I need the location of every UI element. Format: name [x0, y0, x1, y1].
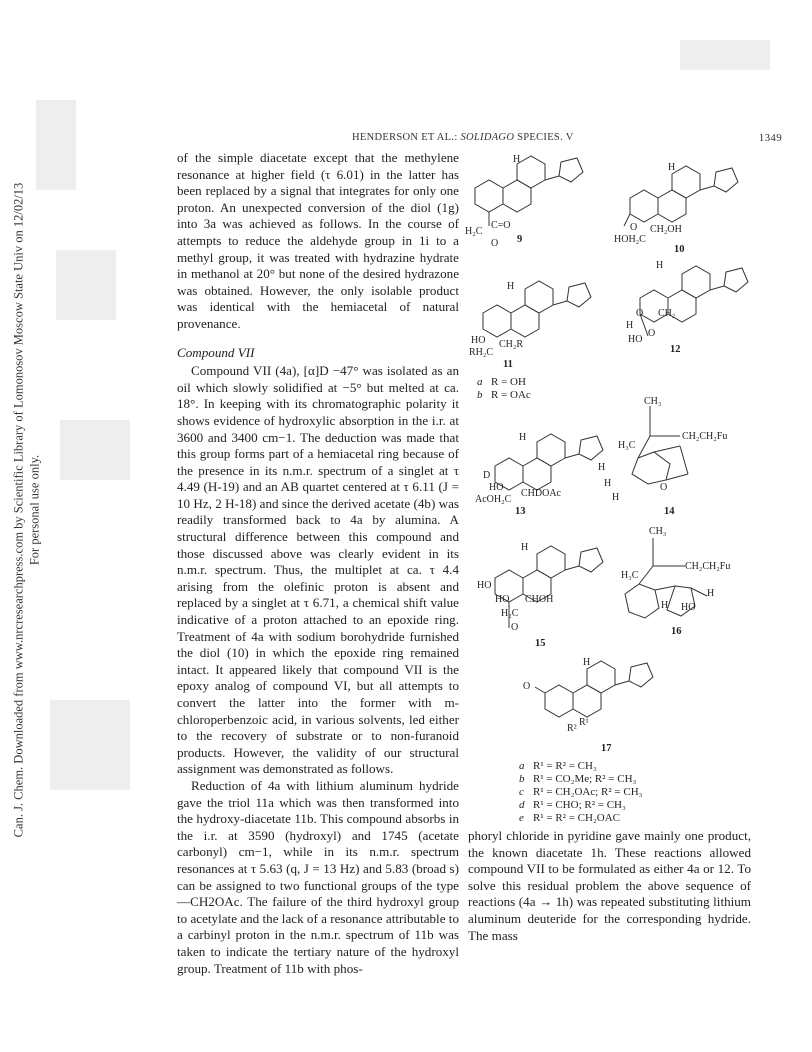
atom-label: H₂C: [501, 608, 519, 619]
atom-label: O: [636, 308, 644, 319]
atom-label: D: [483, 470, 491, 481]
atom-label: H: [598, 462, 606, 473]
download-sidebar: [4, 170, 48, 850]
running-head-tail: SPECIES. V: [514, 132, 574, 143]
atom-label: O: [491, 238, 499, 249]
atom-label: H: [707, 588, 715, 599]
legend-key: b: [477, 389, 483, 401]
atom-label: CHOH: [525, 594, 554, 605]
compound-number: 15: [535, 638, 546, 649]
compound-number: 17: [601, 743, 612, 754]
paragraph: Compound VII (4a), [α]D −47° was isolated as an oil which slowly solidified at −5° but melted at ca. 18°. In keeping with its chromatographic polarity it shows evidence of hydroxylic absorption in the i.r. at 3600 and 3400 cm−1. The deduction was made that this group forms part of a hemiacetal ring because of the presence in its n.m.r. spectrum of a singlet at τ 4.49 (H-19) and an AB quartet centered at τ 6.11 (J = 10 Hz, 2 H-18) and since the derived acetate (4b) was readily transformed back to 4a by alumina. A structural difference between this compound and those discussed above was clearly evident in its n.m.r. spectrum. Thus, the multiplet at ca. τ 4.4 arising from the olefinic proton is absent and replaced by a singlet at τ 6.71, a chemical shift value indicative of a proton attached to an epoxide ring. Treatment of 4a with sodium borohydride furnished the diol (10) in which the epoxide ring remained intact. It appeared likely that compound VII is the epoxy analog of compound VI, but all attempts to convert the latter into the former with m-chloroperbenzoic acid, in various solvents, led either to the recovery of substrate or to non-furanoid products. However, the validity of our structural assignment was demonstrated as follows.: [177, 363, 459, 777]
left-column: [177, 150, 459, 977]
atom-label: H₂C: [465, 226, 483, 237]
legend-row: [519, 812, 642, 825]
legend-key: e: [519, 812, 524, 824]
atom-label: C=O: [491, 220, 511, 231]
paragraph: Reduction of 4a with lithium aluminum hydride gave the triol 11a which was then transformed into the hydroxy-diacetate 11b. This compound absorbs in the i.r. at 3590 (hydroxyl) and 1745 (acetate carbonyl) cm−1, while in its n.m.r. spectrum resonances at τ 5.63 (q, J = 13 Hz) and 5.83 (broad s) can be assigned to two functional groups of the type —CH2OAc. The failure of the third hydroxyl group to acetylate and the lack of a resonance attributable to a carbinyl proton in the n.m.r. spectrum of 11b was taken to indicate the tertiary nature of the hydroxyl group. Treatment of 11b with phos-: [177, 777, 459, 976]
atom-label: H: [656, 260, 664, 271]
chemical-structure-icon: [610, 396, 760, 506]
sidebar-line-2: For personal use only.: [27, 454, 41, 566]
chemical-structure-icon: [485, 538, 625, 638]
compound-number: 14: [664, 506, 675, 517]
sidebar-text: [10, 183, 42, 838]
legend-row: [519, 799, 642, 812]
running-head-italic: SOLIDAGO: [460, 132, 515, 143]
atom-label: H: [661, 600, 669, 611]
legend-text: R¹ = R² = CH₂OAC: [533, 812, 621, 824]
chemical-structure-icon: [615, 526, 765, 636]
atom-label: HO: [477, 580, 492, 591]
legend-row: [519, 773, 642, 786]
atom-label: H: [507, 281, 515, 292]
page-number: 1349: [758, 132, 782, 144]
scan-speck: [60, 420, 130, 480]
compound-number: 10: [674, 244, 685, 255]
atom-label: AcOH₂C: [475, 494, 512, 505]
atom-label: O: [511, 622, 519, 633]
structure-10: [614, 158, 760, 255]
atom-label: H: [521, 542, 529, 553]
structure-15: [477, 538, 625, 649]
sidebar-line-1: Can. J. Chem. Downloaded from www.nrcresearchpress.com by Scientific Library of Lomonosov Moscow State Univ on 12/02/13: [11, 182, 25, 838]
atom-label: RH₂C: [469, 347, 494, 358]
atom-label: CHDOAc: [521, 488, 561, 499]
legend-key: a: [477, 376, 483, 388]
atom-label: HOH₂C: [614, 234, 646, 245]
atom-label: H: [612, 492, 620, 503]
atom-label: H: [513, 154, 521, 165]
legend-text: R¹ = CHO; R² = CH₃: [533, 799, 626, 811]
structure-16: [615, 526, 765, 641]
legend-key: b: [519, 773, 525, 785]
scan-speck: [680, 40, 770, 70]
structure-17: [523, 653, 675, 754]
atom-label: H₃C: [621, 570, 639, 581]
structure-14: [598, 396, 760, 517]
legend-row: [477, 389, 531, 402]
paragraph: phoryl chloride in pyridine gave mainly one product, the known diacetate 1h. These reactions allowed compound VII to be formulated as either 4a or 12. To solve this residual problem the above sequence of reactions (4a → 1h) was repeated substituting lithium aluminum deuteride for the corresponding hydride. The mass: [468, 828, 751, 943]
atom-label: H: [626, 320, 634, 331]
compound-number: 13: [515, 506, 526, 517]
structure-11: [469, 273, 613, 370]
legend-text: R¹ = CH₂OAc; R² = CH₃: [533, 786, 643, 798]
chemical-structure-icon: [473, 273, 613, 358]
legend-key: c: [519, 786, 524, 798]
running-head: [352, 132, 574, 143]
atom-label: O: [630, 222, 638, 233]
atom-label: H: [519, 432, 527, 443]
running-head-plain: HENDERSON ET AL.:: [352, 132, 461, 143]
structure-figure: [465, 148, 765, 828]
chemical-structure-icon: [535, 653, 675, 743]
section-heading: Compound VII: [177, 344, 255, 360]
scan-speck: [50, 700, 130, 790]
atom-label: H₃C: [618, 440, 636, 451]
atom-label: CH₃: [649, 526, 667, 537]
structure-9: [465, 148, 605, 248]
atom-label: CH₃: [644, 396, 662, 407]
atom-label: R²: [567, 723, 577, 734]
legend-text: R = OAc: [491, 389, 531, 401]
atom-label: CH₂OH: [650, 224, 682, 235]
structure-12: [626, 258, 770, 358]
right-column: [468, 828, 751, 944]
atom-label: O: [660, 482, 668, 493]
atom-label: HO: [471, 335, 486, 346]
atom-label: H: [583, 657, 591, 668]
legend-key: d: [519, 799, 525, 811]
legend-11: [477, 376, 531, 402]
compound-number: 16: [671, 626, 682, 637]
atom-label: HO: [681, 602, 696, 613]
scan-speck: [56, 250, 116, 320]
legend-row: [519, 760, 642, 773]
legend-row: [477, 376, 531, 389]
legend-text: R¹ = CO₂Me; R² = CH₃: [533, 773, 637, 785]
compound-number: 12: [670, 344, 681, 355]
compound-number: 11: [503, 359, 513, 370]
atom-label: R¹: [579, 717, 589, 728]
atom-label: CH₂: [658, 308, 676, 319]
atom-label: HO: [489, 482, 504, 493]
compound-number: 9: [517, 234, 523, 245]
legend-row: [519, 786, 642, 799]
atom-label: HO: [628, 334, 643, 345]
legend-text: R¹ = R² = CH₃: [533, 760, 597, 772]
atom-label: H: [668, 162, 676, 173]
legend-key: a: [519, 760, 525, 772]
chemical-structure-icon: [465, 148, 605, 243]
atom-label: CH₂CH₂Fu: [682, 431, 728, 442]
paragraph: of the simple diacetate except that the methylene resonance at higher field (τ 6.01) in the latter has been replaced by a signal that integrates for only one proton. An unexpected conversion of the diol (1g) into 3a was achieved as follows. In the course of attempts to reduce the aldehyde group in 1i to a methyl group, it was treated with hydrazine hydrate in methanol at 20° but none of the desired hydrazone was obtained. However, the only isolable product was identical with the hemiacetal of natural provenance.: [177, 150, 459, 331]
atom-label: CH₂CH₂Fu: [685, 561, 731, 572]
legend-17: [519, 760, 642, 825]
legend-text: R = OH: [491, 376, 526, 388]
atom-label: CH₂R: [499, 339, 524, 350]
atom-label: H: [604, 478, 612, 489]
atom-label: HO: [495, 594, 510, 605]
atom-label: O: [523, 681, 531, 692]
atom-label: O: [648, 328, 656, 339]
